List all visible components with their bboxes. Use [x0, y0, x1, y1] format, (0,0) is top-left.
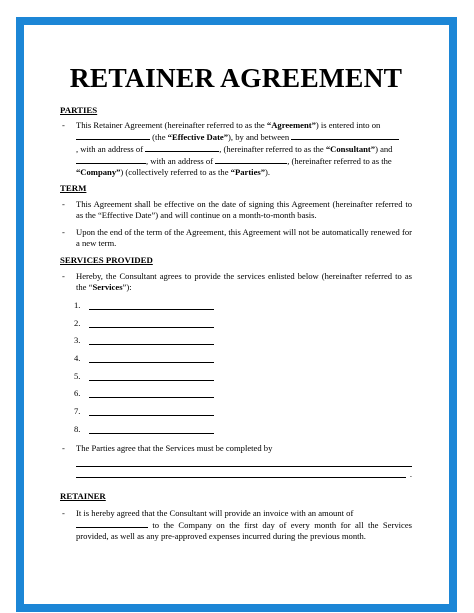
date-blank[interactable] — [76, 131, 150, 140]
bullet-dash: - — [62, 227, 65, 237]
service-blank[interactable] — [89, 362, 214, 363]
service-item: 8. — [60, 421, 412, 439]
service-blank[interactable] — [89, 327, 214, 328]
service-blank[interactable] — [89, 309, 214, 310]
document-title: RETAINER AGREEMENT — [69, 62, 403, 93]
completion-paragraph: - The Parties agree that the Services must be completed by — [62, 442, 273, 453]
services-list — [60, 297, 412, 439]
service-blank[interactable] — [89, 380, 214, 381]
bullet-dash: - — [62, 199, 65, 209]
term-paragraph-2: - Upon the end of the term of the Agreement, this Agreement will not be automatically renewed for a new term. — [62, 227, 412, 248]
term-paragraph-1: - This Agreement shall be effective on the date of signing this Agreement (hereinafter referred to as the “Effective Date”) and will continue on a month-to-month basis. — [62, 199, 412, 220]
service-blank[interactable] — [89, 433, 214, 434]
service-item: 6. — [60, 385, 412, 403]
retainer-paragraph: - It is hereby agreed that the Consultant will provide an invoice with an amount of to the Company on the first day of every month for all the Services provided, as well as any pre-approved expenses incurred during the previous month. — [62, 507, 412, 541]
service-item: 4. — [60, 350, 412, 368]
bullet-dash: - — [62, 120, 65, 130]
section-heading-parties: PARTIES — [60, 105, 98, 115]
service-item: 3. — [60, 332, 412, 350]
consultant-name-blank[interactable] — [291, 131, 399, 140]
section-heading-term: TERM — [60, 183, 87, 193]
service-item: 5. — [60, 368, 412, 386]
service-blank[interactable] — [89, 415, 214, 416]
retainer-amount-blank[interactable] — [76, 519, 148, 528]
bullet-dash: - — [62, 507, 65, 518]
service-item: 1. — [60, 297, 412, 315]
section-heading-services: SERVICES PROVIDED — [60, 255, 153, 265]
section-heading-retainer: RETAINER — [60, 490, 106, 501]
consultant-address-blank[interactable] — [145, 143, 219, 152]
company-name-blank[interactable] — [76, 155, 146, 164]
company-address-blank[interactable] — [215, 155, 287, 164]
completion-blank-2[interactable] — [76, 467, 406, 478]
document-body: RETAINER AGREEMENT PARTIES - This Retainer Agreement (hereinafter referred to as the “Agreement”) is entered into on (the “Effective Date”), by and between , with an address of , (hereinafter referred to as the “Consultant”) and , with an address of , (hereinafter referred to as the “Company”) (collectively referred to as the “Parties”). TERM - This Agreement shall be effective on the date of signing this Agreement (hereinafter referred to as the “Effective Date”) and will continue on a month-to-month basis. - Upon the end of the term of the Agreement, this Agreement will not be automatically renewed for a new term. SERVICES PROVIDED - Hereby, the Consultant agrees to provide the services enlisted below (hereinafter referred to as the “Services”): 1. 2. 3. 4. 5. 6. 7. 8. - The Parties agree that the Services must be completed by . RETAINER - It is hereby agreed that the Consultant will provide an invoice with an amount of to the Company on the first day of every month for all the Services provided, as well as any pre-approved expenses incurred during the previous month. — [60, 62, 412, 541]
service-item: 7. — [60, 403, 412, 421]
completion-blank-1[interactable] — [76, 456, 412, 467]
parties-paragraph: - This Retainer Agreement (hereinafter referred to as the “Agreement”) is entered into on (the “Effective Date”), by and between , with an address of , (hereinafter referred to as the “Consultant”) and , with an address of , (hereinafter referred to as the “Company”) (collectively referred to as the “Parties”). — [60, 120, 412, 178]
service-blank[interactable] — [89, 344, 214, 345]
bullet-dash: - — [62, 271, 65, 281]
services-paragraph: - Hereby, the Consultant agrees to provide the services enlisted below (hereinafter referred to as the “Services”): — [62, 271, 412, 292]
service-item: 2. — [60, 315, 412, 333]
service-blank[interactable] — [89, 397, 214, 398]
bullet-dash: - — [62, 442, 65, 453]
